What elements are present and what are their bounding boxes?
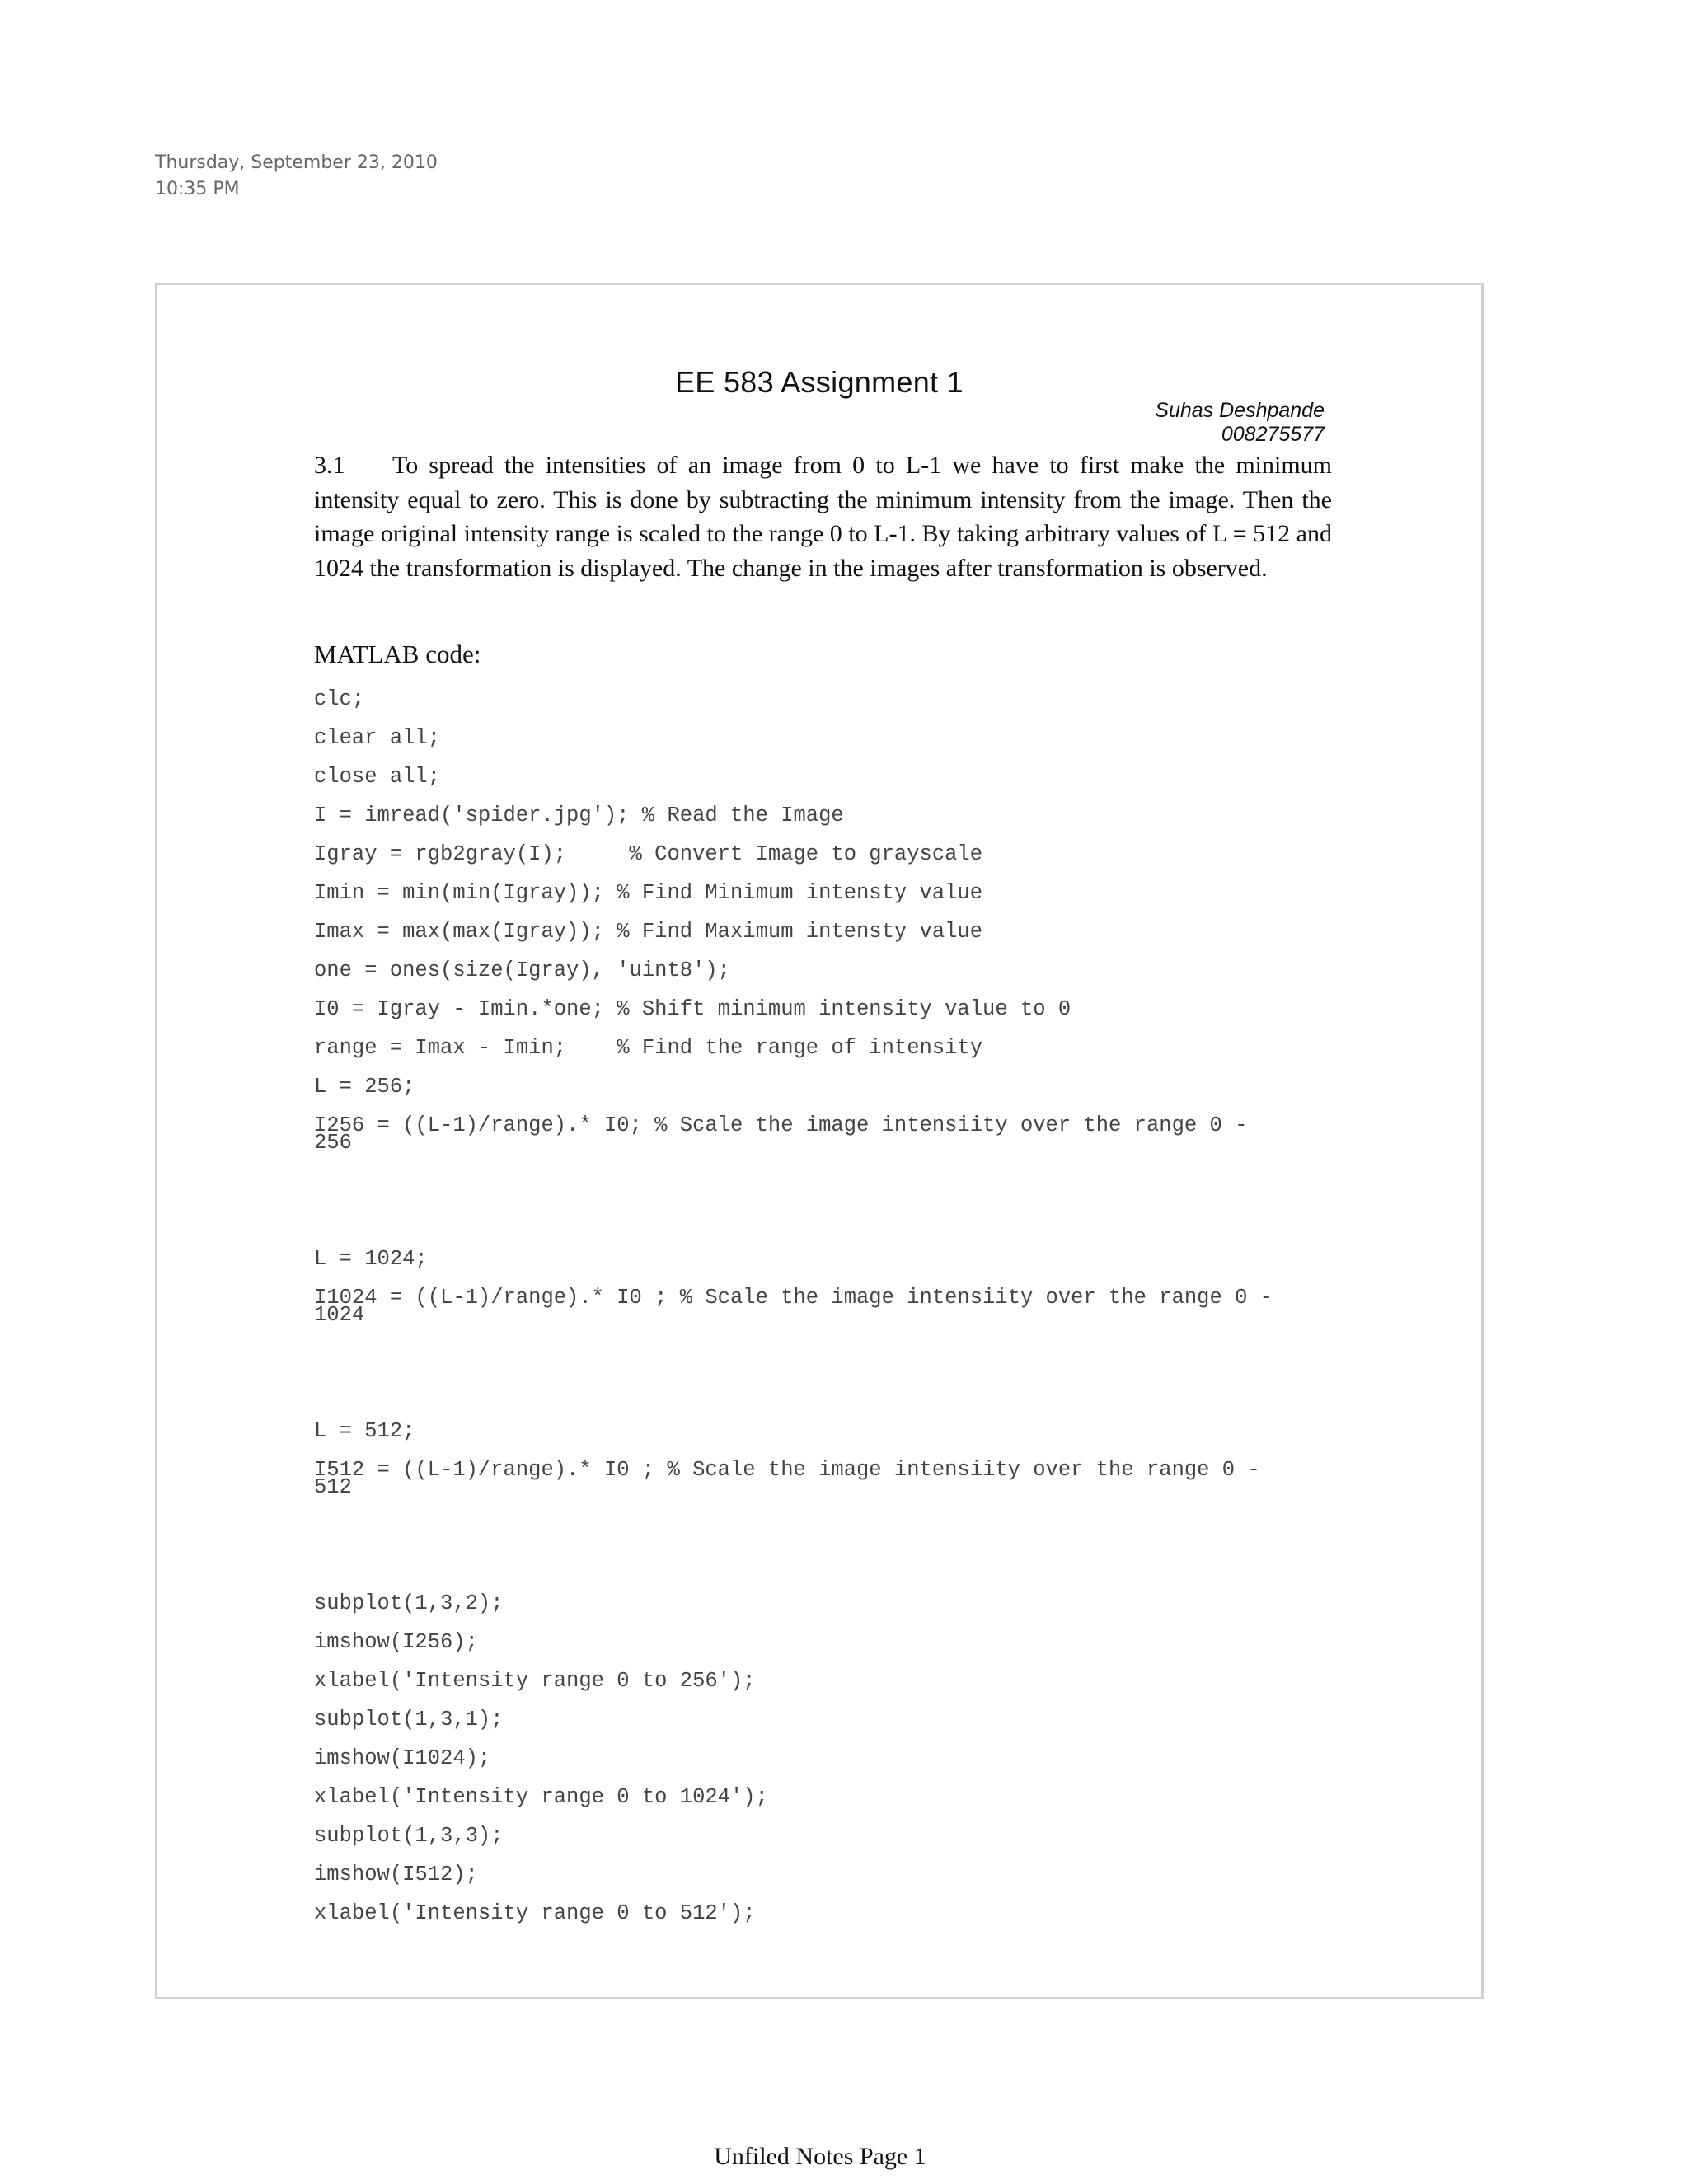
code-line: Imin = min(min(Igray)); % Find Minimum intensty value xyxy=(314,881,983,905)
code-line: imshow(I512); xyxy=(314,1863,478,1886)
document-title: EE 583 Assignment 1 xyxy=(675,365,964,399)
code-line: L = 1024; xyxy=(314,1247,428,1271)
code-line: xlabel('Intensity range 0 to 512'); xyxy=(314,1901,756,1925)
note-time: 10:35 PM xyxy=(155,179,240,199)
author-block xyxy=(1155,399,1325,447)
code-line-wrap: 1024 xyxy=(314,1303,365,1327)
student-id: 008275577 xyxy=(1221,423,1325,446)
code-line: imshow(I1024); xyxy=(314,1746,491,1770)
code-line: L = 512; xyxy=(314,1419,415,1443)
code-heading: MATLAB code: xyxy=(314,640,481,668)
code-line-wrap: 256 xyxy=(314,1131,352,1155)
code-line: clear all; xyxy=(314,726,441,750)
code-line: xlabel('Intensity range 0 to 256'); xyxy=(314,1669,756,1693)
code-line: subplot(1,3,1); xyxy=(314,1708,504,1732)
section-paragraph xyxy=(314,448,1332,585)
code-line: I = imread('spider.jpg'); % Read the Image xyxy=(314,804,844,827)
code-line: L = 256; xyxy=(314,1075,415,1099)
code-line: one = ones(size(Igray), 'uint8'); xyxy=(314,958,730,982)
page-footer: Unfiled Notes Page 1 xyxy=(714,2143,926,2170)
author-name: Suhas Deshpande xyxy=(1155,399,1325,422)
code-line: xlabel('Intensity range 0 to 1024'); xyxy=(314,1785,768,1809)
paragraph-text: To spread the intensities of an image from 0 to L-1 we have to first make the minimum intensity equal to zero. This is done by subtracting the minimum intensity from the image. Then the image original intensity range is scaled to the range 0 to L-1. By taking arbitrary values of L = 512 and 1024 the transformation is displayed. The change in the images after transformation is observed. xyxy=(314,452,1332,582)
code-line: clc; xyxy=(314,687,365,711)
code-line: range = Imax - Imin; % Find the range of intensity xyxy=(314,1036,983,1060)
code-line: I512 = ((L-1)/range).* I0 ; % Scale the image intensiity over the range 0 - xyxy=(314,1458,1260,1482)
code-line: subplot(1,3,3); xyxy=(314,1824,504,1848)
section-number: 3.1 xyxy=(314,452,345,479)
embedded-page-printout xyxy=(155,283,1484,1999)
note-date: Thursday, September 23, 2010 xyxy=(155,152,438,173)
code-line: close all; xyxy=(314,765,441,789)
code-line-wrap: 512 xyxy=(314,1475,352,1499)
code-line: Igray = rgb2gray(I); % Convert Image to grayscale xyxy=(314,842,983,866)
code-line: I0 = Igray - Imin.*one; % Shift minimum intensity value to 0 xyxy=(314,997,1071,1021)
code-line: I256 = ((L-1)/range).* I0; % Scale the image intensiity over the range 0 - xyxy=(314,1113,1248,1137)
code-line: imshow(I256); xyxy=(314,1630,478,1654)
code-line: subplot(1,3,2); xyxy=(314,1591,504,1615)
note-timestamp xyxy=(155,150,438,203)
code-line: I1024 = ((L-1)/range).* I0 ; % Scale the image intensiity over the range 0 - xyxy=(314,1286,1273,1310)
code-line: Imax = max(max(Igray)); % Find Maximum intensty value xyxy=(314,920,983,944)
